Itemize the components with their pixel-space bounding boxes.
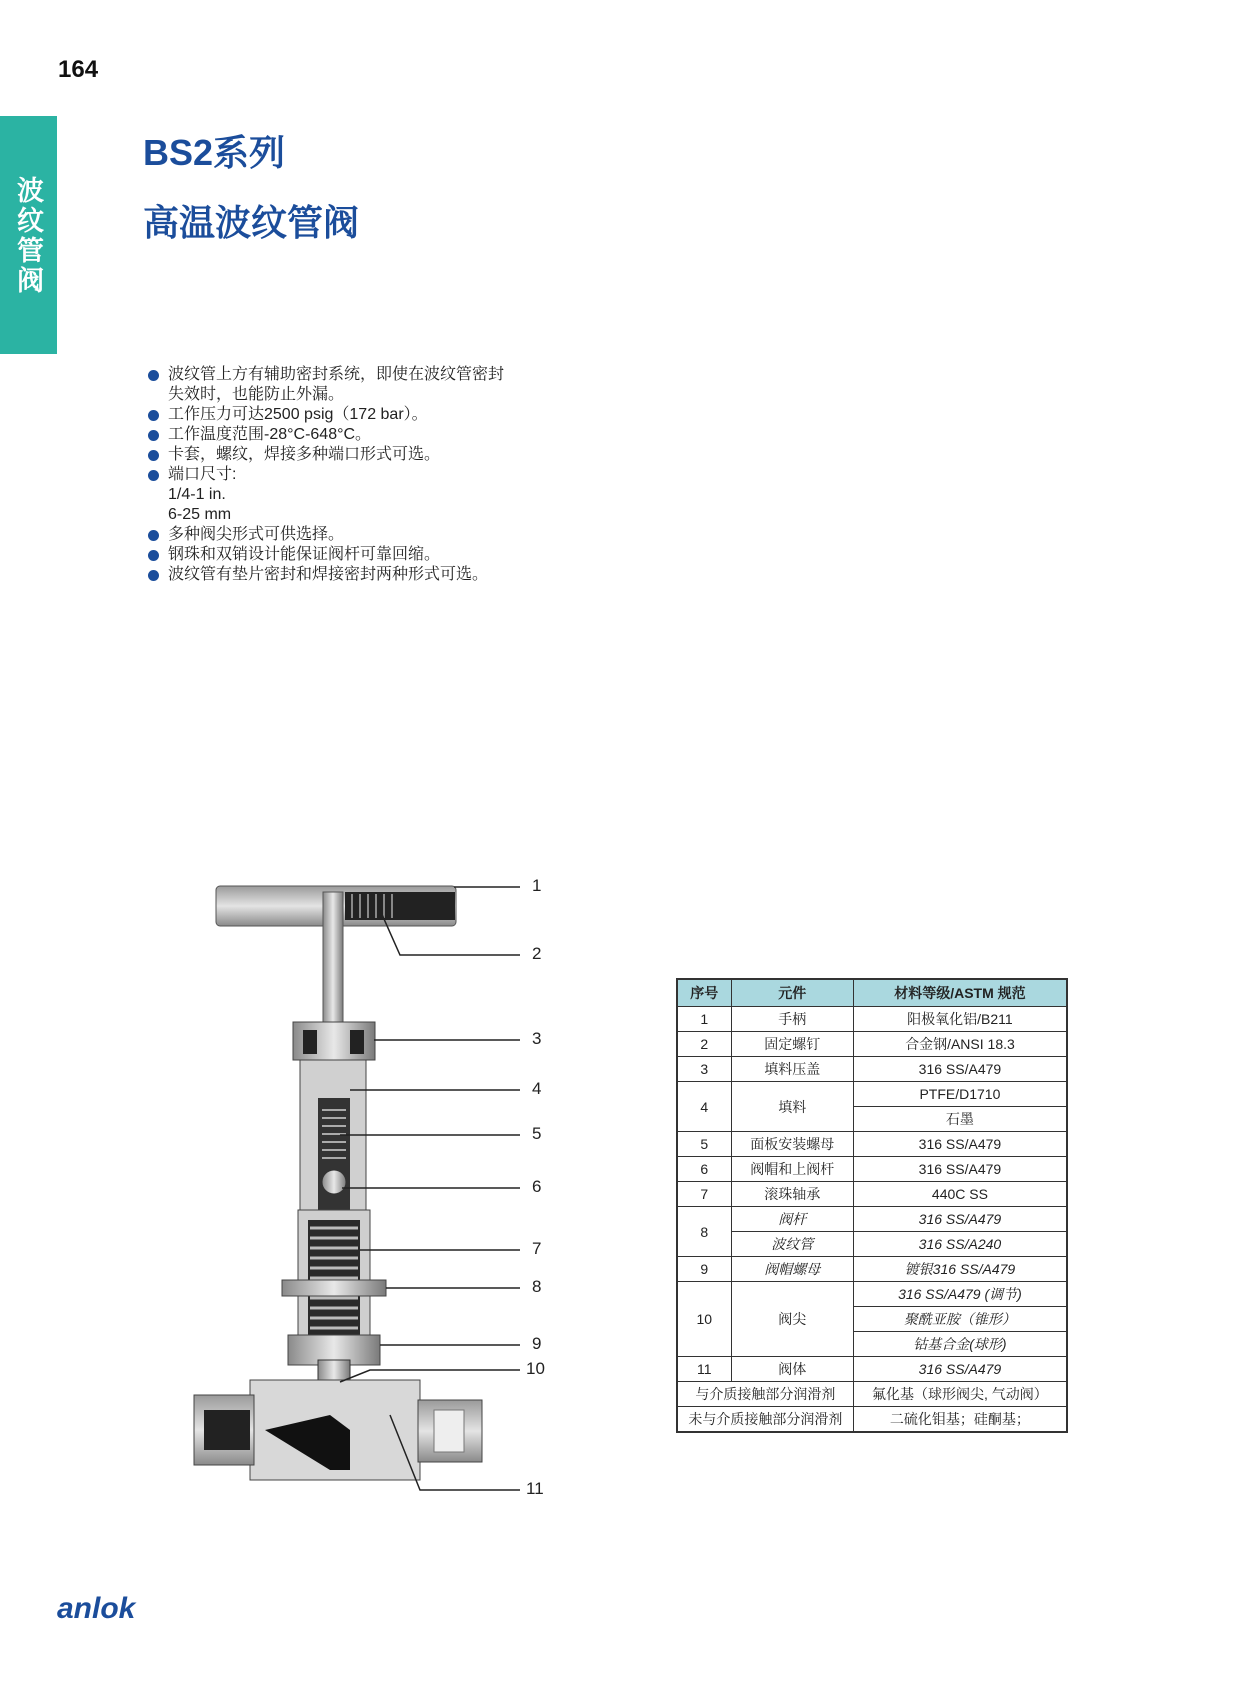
cell-part: 填料 xyxy=(731,1082,853,1132)
cell-material: 钴基合金(球形) xyxy=(853,1332,1067,1357)
callout-8: 8 xyxy=(532,1277,542,1296)
cell-no: 7 xyxy=(677,1182,731,1207)
table-row xyxy=(677,1357,1067,1382)
cell-no: 1 xyxy=(677,1007,731,1032)
cell-no: 8 xyxy=(677,1207,731,1257)
feature-item: 波纹管有垫片密封和焊接密封两种形式可选。 xyxy=(146,565,504,585)
table-row xyxy=(677,1132,1067,1157)
table-row xyxy=(677,1032,1067,1057)
cell-material: 合金钢/ANSI 18.3 xyxy=(853,1032,1067,1057)
feature-item-continuation: 6-25 mm xyxy=(168,506,232,523)
title-series: BS2系列 xyxy=(143,132,286,173)
feature-item-continuation: 失效时，也能防止外漏。 xyxy=(168,386,345,403)
cell-material: 316 SS/A479 xyxy=(853,1357,1067,1382)
cell-lubricant-value: 二硫化钼基；硅酮基； xyxy=(853,1407,1067,1433)
table-row xyxy=(677,1407,1067,1433)
cell-no: 9 xyxy=(677,1257,731,1282)
callout-1: 1 xyxy=(532,876,542,895)
table-row xyxy=(677,1282,1067,1307)
cell-material: 316 SS/A240 xyxy=(853,1232,1067,1257)
cell-lubricant-value: 氟化基（球形阀尖, 气动阀） xyxy=(853,1382,1067,1407)
cell-no: 6 xyxy=(677,1157,731,1182)
callout-9: 9 xyxy=(532,1334,542,1353)
callout-3: 3 xyxy=(532,1029,542,1048)
callout-5: 5 xyxy=(532,1124,542,1143)
materials-table xyxy=(676,978,1068,1433)
page-number: 164 xyxy=(58,56,99,83)
feature-item: 卡套，螺纹，焊接多种端口形式可选。 xyxy=(146,445,504,465)
cell-material: 镀银316 SS/A479 xyxy=(853,1257,1067,1282)
cell-material: 316 SS/A479 xyxy=(853,1207,1067,1232)
cell-no: 5 xyxy=(677,1132,731,1157)
table-row xyxy=(677,1007,1067,1032)
feature-item-continuation: 1/4-1 in. xyxy=(168,486,226,503)
table-row xyxy=(677,1057,1067,1082)
title-product: 高温波纹管阀 xyxy=(143,202,360,243)
feature-item: 端口尺寸: xyxy=(146,465,504,485)
cell-part: 阀体 xyxy=(731,1357,853,1382)
cell-part: 波纹管 xyxy=(731,1232,853,1257)
cell-no: 3 xyxy=(677,1057,731,1082)
table-row xyxy=(677,1382,1067,1407)
cell-material: 石墨 xyxy=(853,1107,1067,1132)
cell-part: 阀杆 xyxy=(731,1207,853,1232)
callout-10: 10 xyxy=(526,1359,545,1378)
cell-no: 11 xyxy=(677,1357,731,1382)
cell-material: 316 SS/A479 (调节) xyxy=(853,1282,1067,1307)
callout-11: 11 xyxy=(526,1479,544,1498)
feature-item: 工作压力可达2500 psig（172 bar）。 xyxy=(146,405,504,425)
cell-material: PTFE/D1710 xyxy=(853,1082,1067,1107)
header-part: 元件 xyxy=(731,979,853,1007)
cell-lubricant-label: 未与介质接触部分润滑剂 xyxy=(677,1407,853,1433)
cell-material: 316 SS/A479 xyxy=(853,1157,1067,1182)
feature-list xyxy=(146,365,504,585)
table-row xyxy=(677,1157,1067,1182)
table-row xyxy=(677,1082,1067,1107)
page-title xyxy=(143,118,359,258)
table-row xyxy=(677,1207,1067,1232)
cell-part: 填料压盖 xyxy=(731,1057,853,1082)
cell-part: 阀帽和上阀杆 xyxy=(731,1157,853,1182)
callout-4: 4 xyxy=(532,1079,542,1098)
brand-logo: anlok xyxy=(57,1592,136,1625)
feature-item: 波纹管上方有辅助密封系统，即使在波纹管密封 xyxy=(146,365,504,385)
table-header-row xyxy=(677,979,1067,1007)
cell-material: 316 SS/A479 xyxy=(853,1132,1067,1157)
header-no: 序号 xyxy=(677,979,731,1007)
cell-material: 聚酰亚胺（锥形） xyxy=(853,1307,1067,1332)
cell-part: 滚珠轴承 xyxy=(731,1182,853,1207)
cell-part: 手柄 xyxy=(731,1007,853,1032)
table-row xyxy=(677,1182,1067,1207)
cell-part: 阀尖 xyxy=(731,1282,853,1357)
cell-lubricant-label: 与介质接触部分润滑剂 xyxy=(677,1382,853,1407)
valve-drawing xyxy=(190,870,590,1510)
cell-no: 10 xyxy=(677,1282,731,1357)
feature-item: 工作温度范围-28°C-648°C。 xyxy=(146,425,504,445)
cell-part: 固定螺钉 xyxy=(731,1032,853,1057)
cell-material: 440C SS xyxy=(853,1182,1067,1207)
table-row xyxy=(677,1257,1067,1282)
callout-7: 7 xyxy=(532,1239,542,1258)
cell-no: 2 xyxy=(677,1032,731,1057)
cell-material: 316 SS/A479 xyxy=(853,1057,1067,1082)
header-material: 材料等级/ASTM 规范 xyxy=(853,979,1067,1007)
cell-no: 4 xyxy=(677,1082,731,1132)
feature-item: 钢珠和双销设计能保证阀杆可靠回缩。 xyxy=(146,545,504,565)
table-row xyxy=(677,1232,1067,1257)
cell-material: 阳极氧化铝/B211 xyxy=(853,1007,1067,1032)
cell-part: 面板安装螺母 xyxy=(731,1132,853,1157)
callout-2: 2 xyxy=(532,944,542,963)
cell-part: 阀帽螺母 xyxy=(731,1257,853,1282)
side-tab xyxy=(0,116,57,354)
valve-cross-section-diagram xyxy=(190,870,590,1510)
callout-6: 6 xyxy=(532,1177,542,1196)
feature-item: 多种阀尖形式可供选择。 xyxy=(146,525,504,545)
side-tab-label: 波纹管阀 xyxy=(13,176,43,296)
